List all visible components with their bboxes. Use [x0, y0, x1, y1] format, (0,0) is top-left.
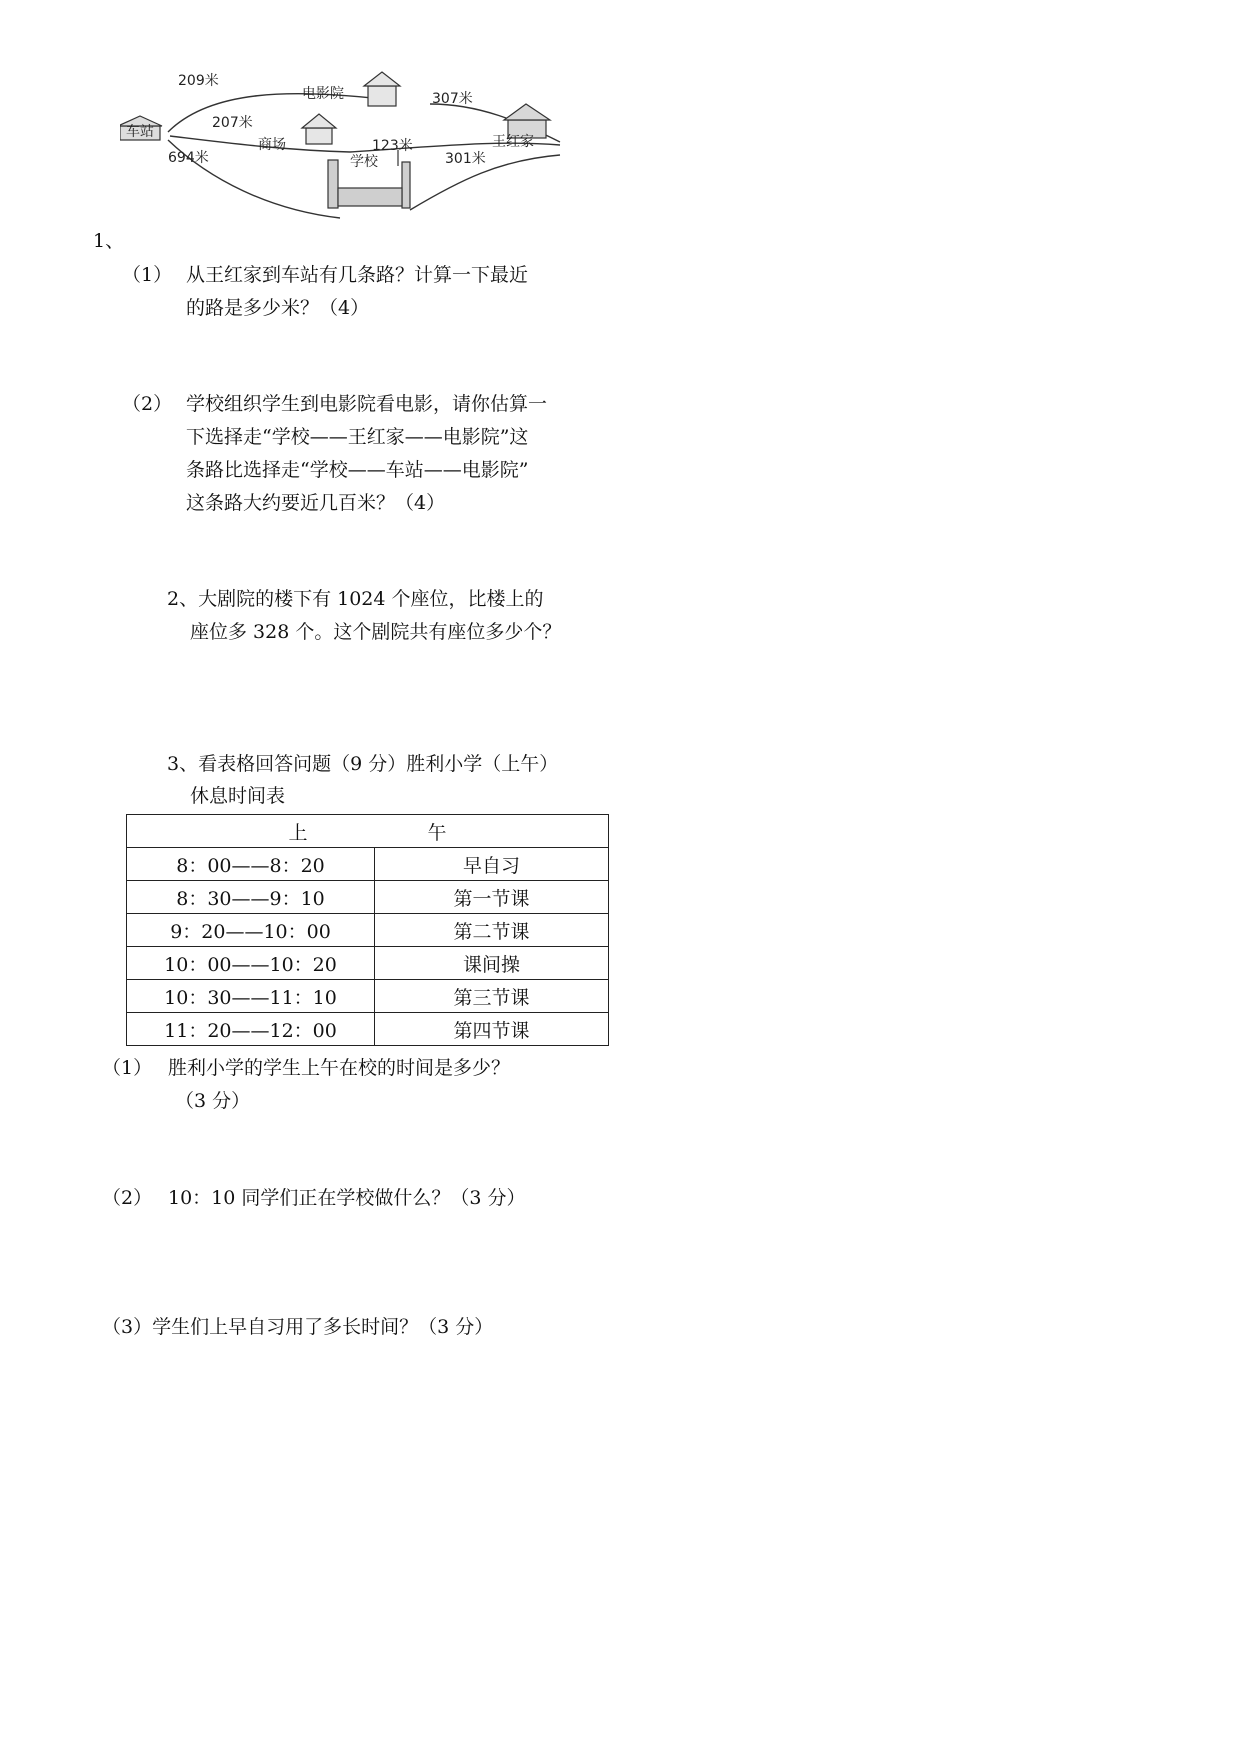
question-1-1-label: （1）	[122, 264, 173, 286]
question-1-2-line: 下选择走“学校——王红家——电影院”这	[186, 426, 529, 448]
question-2-line: 2、大剧院的楼下有 1024 个座位，比楼上的	[167, 588, 544, 610]
table-row	[127, 980, 609, 1013]
label-cinema: 电影院	[302, 86, 344, 102]
label-home: 王红家	[492, 134, 534, 150]
mall-icon	[302, 114, 336, 144]
schedule-table	[126, 814, 609, 1046]
question-3-1-label: （1）	[102, 1057, 153, 1079]
question-3-line: 休息时间表	[190, 785, 286, 807]
home-icon	[504, 104, 550, 138]
table-row	[127, 914, 609, 947]
label-station-school-distance: 694米	[168, 150, 209, 166]
table-cell-time: 10：00——10：20	[127, 947, 375, 980]
table-cell-activity: 第二节课	[375, 914, 609, 947]
cinema-icon	[364, 72, 400, 106]
question-1-2-label: （2）	[122, 393, 173, 415]
label-mall-home-distance: 123米	[372, 138, 413, 154]
table-cell-activity: 第四节课	[375, 1013, 609, 1046]
question-3-3-line: （3）学生们上早自习用了多长时间？（3 分）	[102, 1316, 494, 1338]
table-row	[127, 881, 609, 914]
table-header-right: 午	[427, 821, 447, 844]
route-station-cinema	[168, 94, 390, 132]
table-row	[127, 848, 609, 881]
table-header-cell	[127, 815, 609, 848]
question-1-1-line: 从王红家到车站有几条路？计算一下最近	[186, 264, 529, 286]
table-cell-activity: 早自习	[375, 848, 609, 881]
table-row	[127, 1013, 609, 1046]
label-station-cinema-distance: 209米	[178, 73, 219, 89]
table-cell-activity: 第一节课	[375, 881, 609, 914]
table-cell-time: 9：20——10：00	[127, 914, 375, 947]
table-row	[127, 947, 609, 980]
question-3-line: 3、看表格回答问题（9 分）胜利小学（上午）	[167, 753, 559, 775]
table-header-row	[127, 815, 609, 848]
question-3-2-label: （2）	[102, 1187, 153, 1209]
table-cell-time: 8：30——9：10	[127, 881, 375, 914]
table-cell-activity: 第三节课	[375, 980, 609, 1013]
question-1-1-line: 的路是多少米？（4）	[186, 297, 370, 319]
question-1-number: 1、	[93, 230, 125, 252]
question-1-2-line: 这条路大约要近几百米？（4）	[186, 492, 446, 514]
label-station: 车站	[126, 124, 154, 140]
question-1-2-line: 学校组织学生到电影院看电影，请你估算一	[186, 393, 548, 415]
table-cell-time: 10：30——11：10	[127, 980, 375, 1013]
question-3-1-line: 胜利小学的学生上午在校的时间是多少？	[168, 1057, 511, 1079]
label-station-mall-distance: 207米	[212, 115, 253, 131]
table-header-left: 上	[288, 821, 308, 844]
label-school-home-distance: 301米	[445, 151, 486, 167]
label-mall: 商场	[258, 137, 286, 153]
table-cell-time: 11：20——12：00	[127, 1013, 375, 1046]
table-cell-activity: 课间操	[375, 947, 609, 980]
route-map	[120, 70, 620, 230]
question-1-2-line: 条路比选择走“学校——车站——电影院”	[186, 459, 529, 481]
question-3-1-line: （3 分）	[175, 1090, 251, 1112]
label-school: 学校	[350, 154, 378, 170]
label-cinema-home-distance: 307米	[432, 91, 473, 107]
table-cell-time: 8：00——8：20	[127, 848, 375, 881]
question-3-2-line: 10：10 同学们正在学校做什么？（3 分）	[168, 1187, 526, 1209]
question-2-line: 座位多 328 个。这个剧院共有座位多少个？	[190, 621, 562, 643]
